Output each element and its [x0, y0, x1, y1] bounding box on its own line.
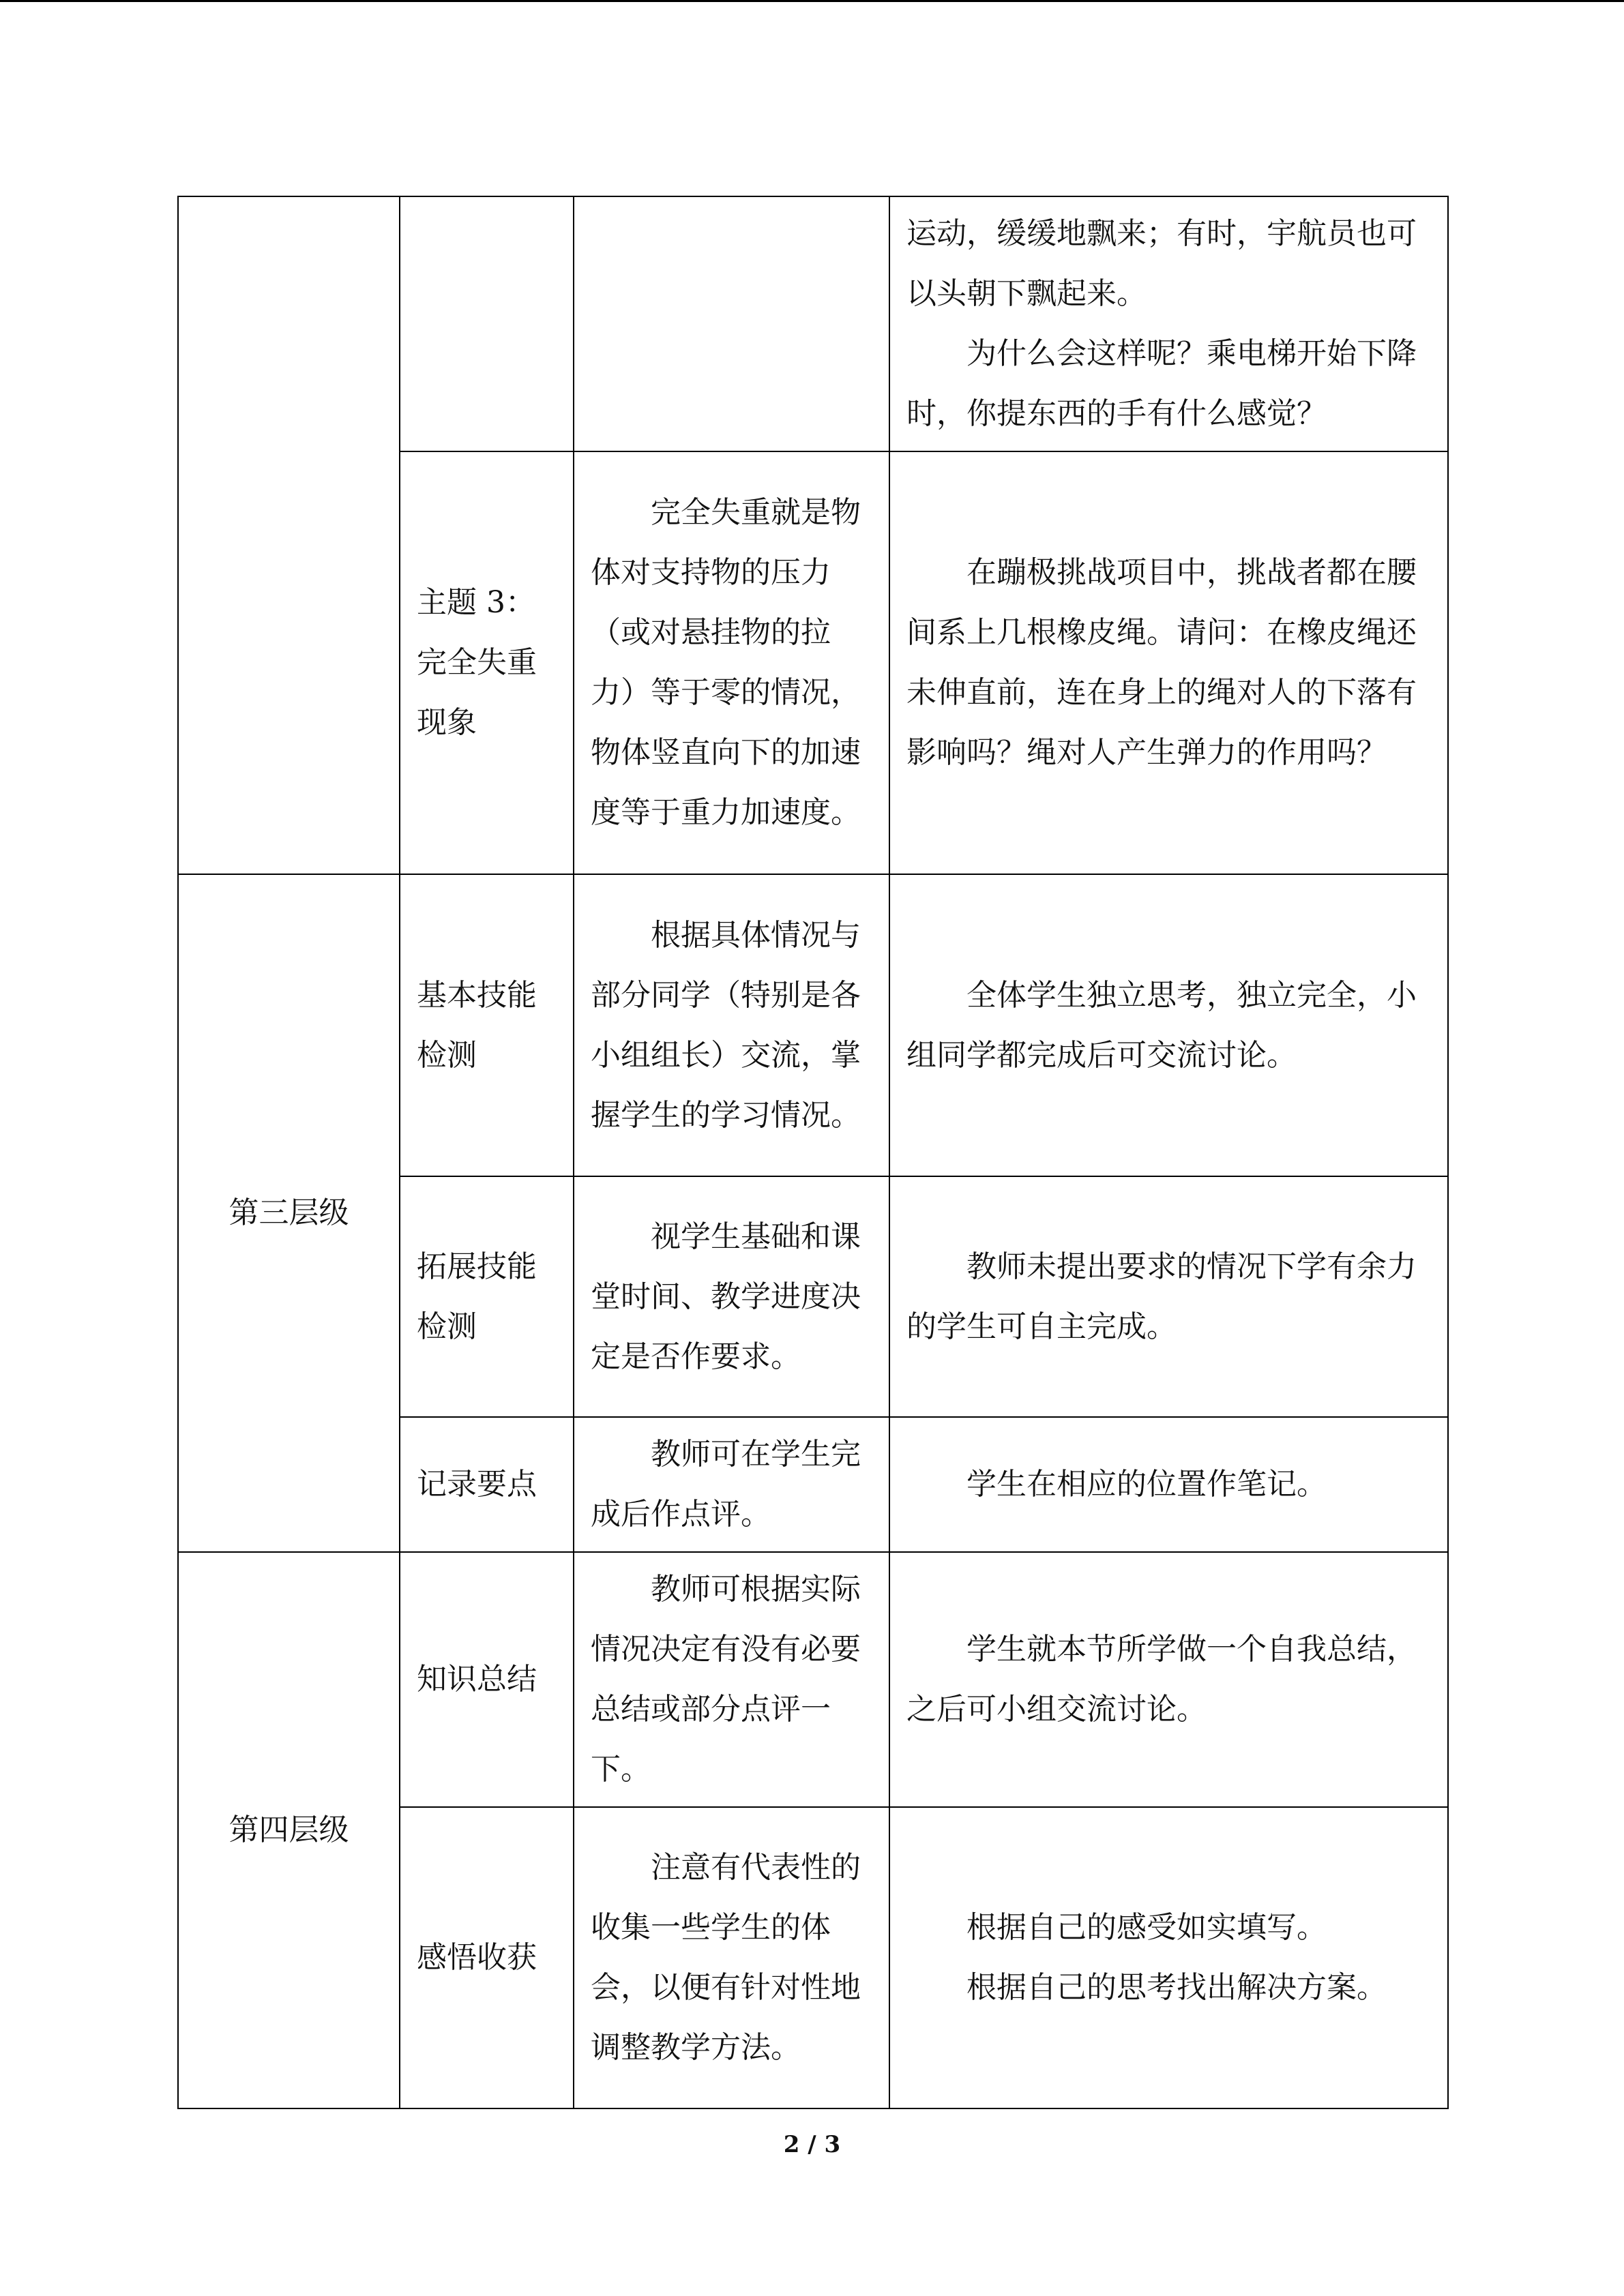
student-text: 学生在相应的位置作笔记。: [966, 1467, 1327, 1502]
student-cell: [889, 451, 1448, 874]
teacher-cell: [574, 451, 889, 874]
level-cell: 第四层级: [178, 1552, 400, 2108]
topic-cell: 感悟收获: [400, 1807, 574, 2108]
student-text: 教师未提出要求的情况下学有余力的学生可自主完成。: [906, 1249, 1417, 1344]
table-row: [178, 874, 1448, 1176]
teacher-cell: [574, 1807, 889, 2108]
teacher-text: 根据具体情况与部分同学（特别是各小组组长）交流，掌握学生的学习情况。: [591, 917, 861, 1133]
student-text: 为什么会这样呢？乘电梯开始下降时，你提东西的手有什么感觉？: [906, 336, 1417, 431]
topic-cell: 主题 3：完全失重现象: [400, 451, 574, 874]
topic-cell: 基本技能检测: [400, 874, 574, 1176]
student-text: 根据自己的感受如实填写。: [966, 1910, 1327, 1945]
student-text: 全体学生独立思考，独立完全，小组同学都完成后可交流讨论。: [906, 977, 1417, 1073]
lesson-plan-table: [177, 196, 1449, 2109]
student-text: 根据自己的思考找出解决方案。: [966, 1970, 1387, 2005]
level-cell-continued: [178, 196, 400, 874]
teacher-text: 完全失重就是物体对支持物的压力（或对悬挂物的拉力）等于零的情况，物体竖直向下的加速度等于重力加速度。: [591, 495, 861, 830]
student-cell: [889, 196, 1448, 451]
student-cell: [889, 1807, 1448, 2108]
topic-cell: 知识总结: [400, 1552, 574, 1807]
student-text: 在蹦极挑战项目中，挑战者都在腰间系上几根橡皮绳。请问：在橡皮绳还未伸直前，连在身上的绳对人的下落有影响吗？绳对人产生弹力的作用吗？: [906, 555, 1417, 770]
student-cell: [889, 1552, 1448, 1807]
teacher-cell: [574, 1176, 889, 1417]
table-row: [178, 196, 1448, 451]
topic-cell: [400, 196, 574, 451]
teacher-cell: [574, 1552, 889, 1807]
student-text: 运动，缓缓地飘来；有时，宇航员也可以头朝下飘起来。: [906, 216, 1417, 311]
teacher-cell: [574, 874, 889, 1176]
teacher-text: 视学生基础和课堂时间、教学进度决定是否作要求。: [591, 1219, 861, 1374]
teacher-cell: [574, 196, 889, 451]
table-row: [178, 1552, 1448, 1807]
student-cell: [889, 1417, 1448, 1552]
page-number: 2 / 3: [783, 2131, 841, 2158]
teacher-text: 注意有代表性的收集一些学生的体会，以便有针对性地调整教学方法。: [591, 1850, 861, 2065]
topic-cell: 记录要点: [400, 1417, 574, 1552]
student-cell: [889, 1176, 1448, 1417]
student-text: 学生就本节所学做一个自我总结，之后可小组交流讨论。: [906, 1632, 1417, 1727]
teacher-text: 教师可根据实际情况决定有没有必要总结或部分点评一下。: [591, 1572, 861, 1787]
top-border-line: [0, 0, 1624, 2]
topic-cell: 拓展技能检测: [400, 1176, 574, 1417]
teacher-text: 教师可在学生完成后作点评。: [591, 1437, 861, 1532]
student-cell: [889, 874, 1448, 1176]
level-cell: 第三层级: [178, 874, 400, 1552]
teacher-cell: [574, 1417, 889, 1552]
